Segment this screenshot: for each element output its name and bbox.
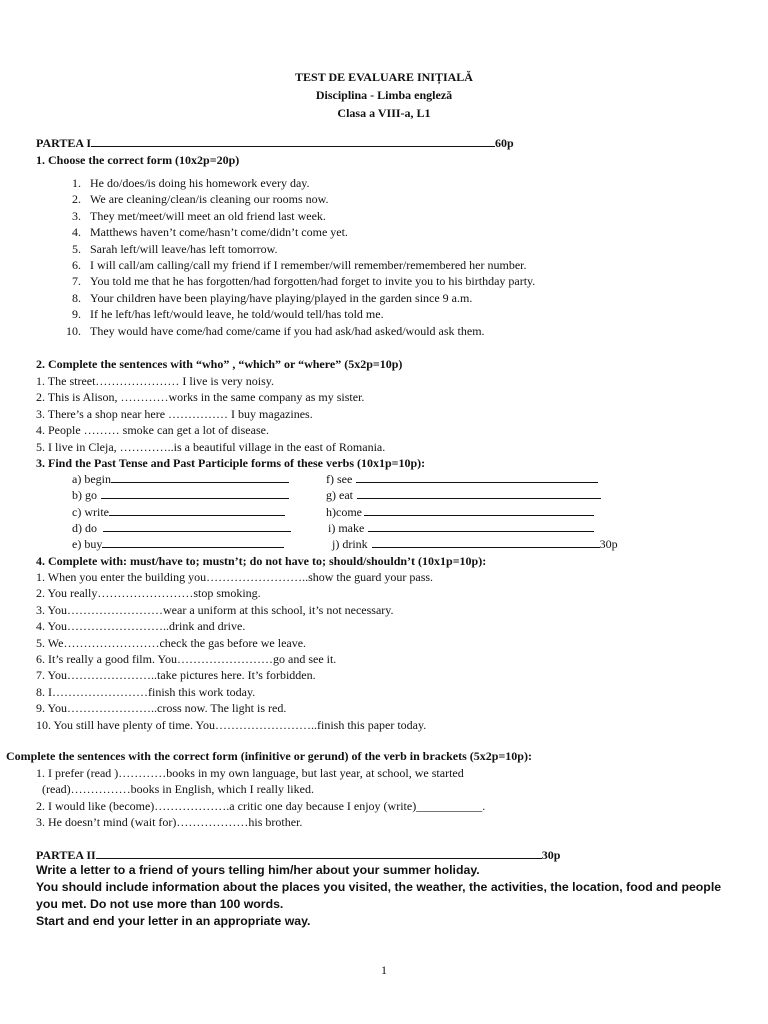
list-item: 2. This is Alison, …………works in the same company as my sister. xyxy=(36,390,365,405)
part1-label: PARTEA I xyxy=(36,136,92,150)
ex1-title: 1. Choose the correct form (10x2p=20p) xyxy=(36,153,240,167)
verb-label: j) drink xyxy=(332,537,368,552)
task-line: Start and end your letter in an appropriate way. xyxy=(36,914,311,928)
list-item: (read)……………books in English, which I really liked. xyxy=(42,782,314,797)
verb-left xyxy=(72,504,285,520)
item-text: Matthews haven’t come/hasn’t come/didn’t come yet. xyxy=(90,225,348,240)
list-item: 3. He doesn’t mind (wait for)………………his brother. xyxy=(36,815,303,830)
part2-label: PARTEA II xyxy=(36,848,96,862)
verb-left xyxy=(72,471,289,487)
list-item xyxy=(36,175,535,191)
ex1-list xyxy=(36,175,535,339)
document-header xyxy=(0,68,768,122)
part1-score: 60p xyxy=(495,136,514,150)
item-number: 3. xyxy=(72,208,81,223)
item-text: They met/meet/will meet an old friend last week. xyxy=(90,208,326,223)
list-item: 2. You really……………………stop smoking. xyxy=(36,586,261,601)
verb-label: a) begin xyxy=(72,472,111,486)
part1-rule xyxy=(91,135,495,147)
answer-blank[interactable] xyxy=(372,536,600,548)
verb-label: b) go xyxy=(72,488,97,503)
ex3-score: 30p xyxy=(599,537,618,552)
class-line: Clasa a VIII-a, L1 xyxy=(337,106,431,120)
item-number: 10. xyxy=(66,323,81,338)
list-item: 4. People ……… smoke can get a lot of disease. xyxy=(36,423,269,438)
item-text: Your children have been playing/have playing/played in the garden since 9 a.m. xyxy=(90,290,473,305)
list-item: 8. I……………………finish this work today. xyxy=(36,684,256,699)
task-line: You should include information about the places you visited, the weather, the activities, the location, food and people you met. Do not use more than 100 words. xyxy=(36,880,722,911)
answer-blank[interactable] xyxy=(101,487,289,499)
answer-blank[interactable] xyxy=(102,536,284,548)
answer-blank[interactable] xyxy=(364,504,594,516)
verb-label: d) do xyxy=(72,520,97,535)
answer-blank[interactable] xyxy=(368,520,594,532)
item-number: 5. xyxy=(72,241,81,256)
list-item: 3. There’s a shop near here …………… I buy magazines. xyxy=(36,406,313,421)
list-item: 5. We……………………check the gas before we leave. xyxy=(36,635,307,650)
verb-left xyxy=(72,520,291,536)
subject-line: Disciplina - Limba engleză xyxy=(315,88,453,102)
item-number: 4. xyxy=(72,225,81,240)
item-text: We are cleaning/clean/is cleaning our rooms now. xyxy=(90,192,329,207)
list-item: 6. It’s really a good film. You……………………go and see it. xyxy=(36,652,337,667)
list-item xyxy=(36,323,535,339)
list-item: 2. I would like (become)……………….a critic one day because I enjoy (write)___________. xyxy=(36,798,486,813)
list-item xyxy=(36,208,535,224)
item-number: 9. xyxy=(72,307,81,322)
page-number: 1 xyxy=(381,963,387,977)
verb-left xyxy=(72,536,284,552)
part2-heading xyxy=(36,847,560,863)
task-line: Write a letter to a friend of yours telling him/her about your summer holiday. xyxy=(36,863,480,877)
list-item xyxy=(36,224,535,240)
answer-blank[interactable] xyxy=(356,471,598,483)
item-number: 7. xyxy=(72,274,81,289)
list-item: 5. I live in Cleja, …………..is a beautiful village in the east of Romania. xyxy=(36,439,386,454)
ex3-title: 3. Find the Past Tense and Past Participle forms of these verbs (10x1p=10p): xyxy=(36,456,426,470)
ex4-title: 4. Complete with: must/have to; mustn’t; do not have to; should/shouldn’t (10x1p=10p): xyxy=(36,554,487,568)
part2-task xyxy=(36,862,736,930)
item-number: 8. xyxy=(72,290,81,305)
list-item xyxy=(36,306,535,322)
item-text: They would have come/had come/came if you had ask/had asked/would ask them. xyxy=(90,323,485,338)
list-item xyxy=(36,241,535,257)
verb-label: e) buy xyxy=(72,537,103,552)
verb-label: f) see xyxy=(326,472,353,486)
list-item xyxy=(36,257,535,273)
answer-blank[interactable] xyxy=(111,471,289,483)
ex5-title: Complete the sentences with the correct form (infinitive or gerund) of the verb in brackets (5x2p=10p): xyxy=(6,749,532,763)
list-item: 1. When you enter the building you……………………..show the guard your pass. xyxy=(36,570,434,584)
verb-left xyxy=(72,487,289,503)
list-item xyxy=(36,290,535,306)
list-item: 4. You……………………..drink and drive. xyxy=(36,619,246,634)
list-item: 3. You……………………wear a uniform at this school, it’s not necessary. xyxy=(36,602,394,617)
ex5-list xyxy=(36,765,485,831)
verb-right xyxy=(326,487,601,503)
list-item: 7. You…………………..take pictures here. It’s forbidden. xyxy=(36,668,316,683)
item-text: I will call/am calling/call my friend if I remember/will remember/remembered her number. xyxy=(90,258,527,273)
item-number: 1. xyxy=(72,176,81,190)
list-item xyxy=(36,273,535,289)
part2-score: 30p xyxy=(541,848,561,862)
part2-rule xyxy=(96,847,542,859)
verb-label: h)come xyxy=(326,504,362,519)
list-item: 10. You still have plenty of time. You……………………..finish this paper today. xyxy=(36,717,427,732)
item-text: You told me that he has forgotten/had forgotten/had forget to invite you to his birthday party. xyxy=(90,274,536,289)
verb-right xyxy=(326,504,594,520)
item-number: 6. xyxy=(72,258,81,273)
test-title: TEST DE EVALUARE INIȚIALĂ xyxy=(295,70,473,84)
answer-blank[interactable] xyxy=(357,487,601,499)
item-number: 2. xyxy=(72,192,81,207)
answer-blank[interactable] xyxy=(109,504,285,516)
list-item xyxy=(36,191,535,207)
list-item: 1. I prefer (read )…………books in my own language, but last year, at school, we started xyxy=(36,766,464,780)
ex2-title: 2. Complete the sentences with “who” , “which” or “where” (5x2p=10p) xyxy=(36,357,403,371)
ex4-list xyxy=(36,569,433,733)
verb-right xyxy=(326,471,598,487)
item-text: He do/does/is doing his homework every day. xyxy=(90,176,310,190)
verb-label: c) write xyxy=(72,504,109,519)
list-item: 9. You…………………..cross now. The light is red. xyxy=(36,701,287,716)
part1-heading xyxy=(36,135,514,151)
verb-right xyxy=(332,536,618,552)
verb-label: i) make xyxy=(328,520,365,535)
verb-label: g) eat xyxy=(326,488,353,503)
item-text: If he left/has left/would leave, he told/would tell/has told me. xyxy=(90,307,384,322)
item-text: Sarah left/will leave/has left tomorrow. xyxy=(90,241,278,256)
ex2-list xyxy=(36,373,385,455)
verb-right xyxy=(328,520,594,536)
list-item: 1. The street………………… I live is very noisy. xyxy=(36,374,274,388)
answer-blank[interactable] xyxy=(103,520,291,532)
